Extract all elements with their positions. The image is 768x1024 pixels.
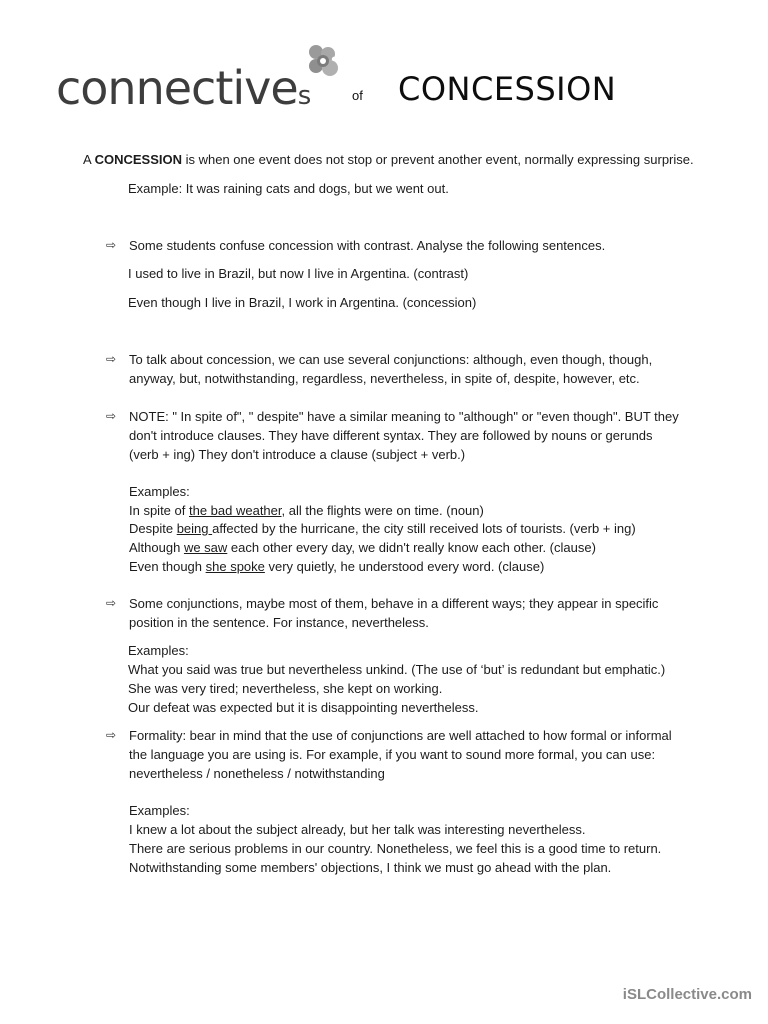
- bullet3-line1: NOTE: " In spite of", " despite" have a similar meaning to "although" or "even though". BUT they: [129, 409, 679, 424]
- intro-example: Example: It was raining cats and dogs, but we went out.: [128, 181, 449, 196]
- bullet3-line2: don't introduce clauses. They have different syntax. They are followed by nouns or gerunds: [129, 428, 653, 443]
- right-arrow-icon: ⇨: [106, 352, 117, 366]
- bullet5-example-2: There are serious problems in our country. Nonetheless, we feel this is a good time to return.: [129, 841, 662, 856]
- bullet5-line3: nevertheless / nonetheless / notwithstanding: [129, 766, 385, 781]
- right-arrow-icon: ⇨: [106, 728, 117, 742]
- bullet3-example-3: Although we saw each other every day, we didn't really know each other. (clause): [129, 540, 596, 555]
- bullet5-example-3: Notwithstanding some members' objections, I think we must go ahead with the plan.: [129, 860, 612, 875]
- bullet2-line2: anyway, but, notwithstanding, regardless, nevertheless, in spite of, despite, however, etc.: [129, 371, 640, 386]
- right-arrow-icon: ⇨: [106, 596, 117, 610]
- bullet3-examples-label: Examples:: [129, 484, 190, 499]
- bullet1-example-concession: Even though I live in Brazil, I work in Argentina. (concession): [128, 295, 477, 310]
- bullet3-example-4: Even though she spoke very quietly, he understood every word. (clause): [129, 559, 545, 574]
- page-title: CONCESSION: [398, 70, 617, 108]
- bullet4-line1: Some conjunctions, maybe most of them, behave in a different ways; they appear in specific: [129, 596, 659, 611]
- bullet4-line2: position in the sentence. For instance, nevertheless.: [129, 615, 429, 630]
- bullet4-example-3: Our defeat was expected but it is disappointing nevertheless.: [128, 700, 479, 715]
- bullet4-examples-label: Examples:: [128, 643, 189, 658]
- bullet5-example-1: I knew a lot about the subject already, but her talk was interesting nevertheless.: [129, 822, 586, 837]
- right-arrow-icon: ⇨: [106, 238, 117, 252]
- intro-definition: A CONCESSION is when one event does not stop or prevent another event, normally expressing surprise.: [83, 152, 694, 167]
- bullet1-example-contrast: I used to live in Brazil, but now I live in Argentina. (contrast): [128, 266, 469, 281]
- bullet5-line1: Formality: bear in mind that the use of conjunctions are well attached to how formal or informal: [129, 728, 672, 743]
- bullet5-line2: the language you are using is. For example, if you want to sound more formal, you can use:: [129, 747, 656, 762]
- watermark: iSLCollective.com: [622, 986, 752, 1003]
- bullet5-examples-label: Examples:: [129, 803, 190, 818]
- logo-swirl-icon: [302, 42, 344, 84]
- right-arrow-icon: ⇨: [106, 409, 117, 423]
- connectives-logo: [56, 42, 346, 114]
- bullet1-text: Some students confuse concession with contrast. Analyse the following sentences.: [129, 238, 606, 253]
- bullet4-example-1: What you said was true but nevertheless unkind. (The use of ‘but’ is redundant but emphatic.): [128, 662, 666, 677]
- bullet2-line1: To talk about concession, we can use several conjunctions: although, even though, though,: [129, 352, 653, 367]
- logo-text: connectives: [56, 61, 312, 115]
- bullet4-example-2: She was very tired; nevertheless, she kept on working.: [128, 681, 443, 696]
- bullet3-line3: (verb + ing) They don't introduce a clause (subject + verb.): [129, 447, 466, 462]
- bullet3-example-2: Despite being affected by the hurricane, the city still received lots of tourists. (verb + ing): [129, 521, 636, 536]
- header-of: of: [352, 88, 363, 103]
- bullet3-example-1: In spite of the bad weather, all the flights were on time. (noun): [129, 503, 484, 518]
